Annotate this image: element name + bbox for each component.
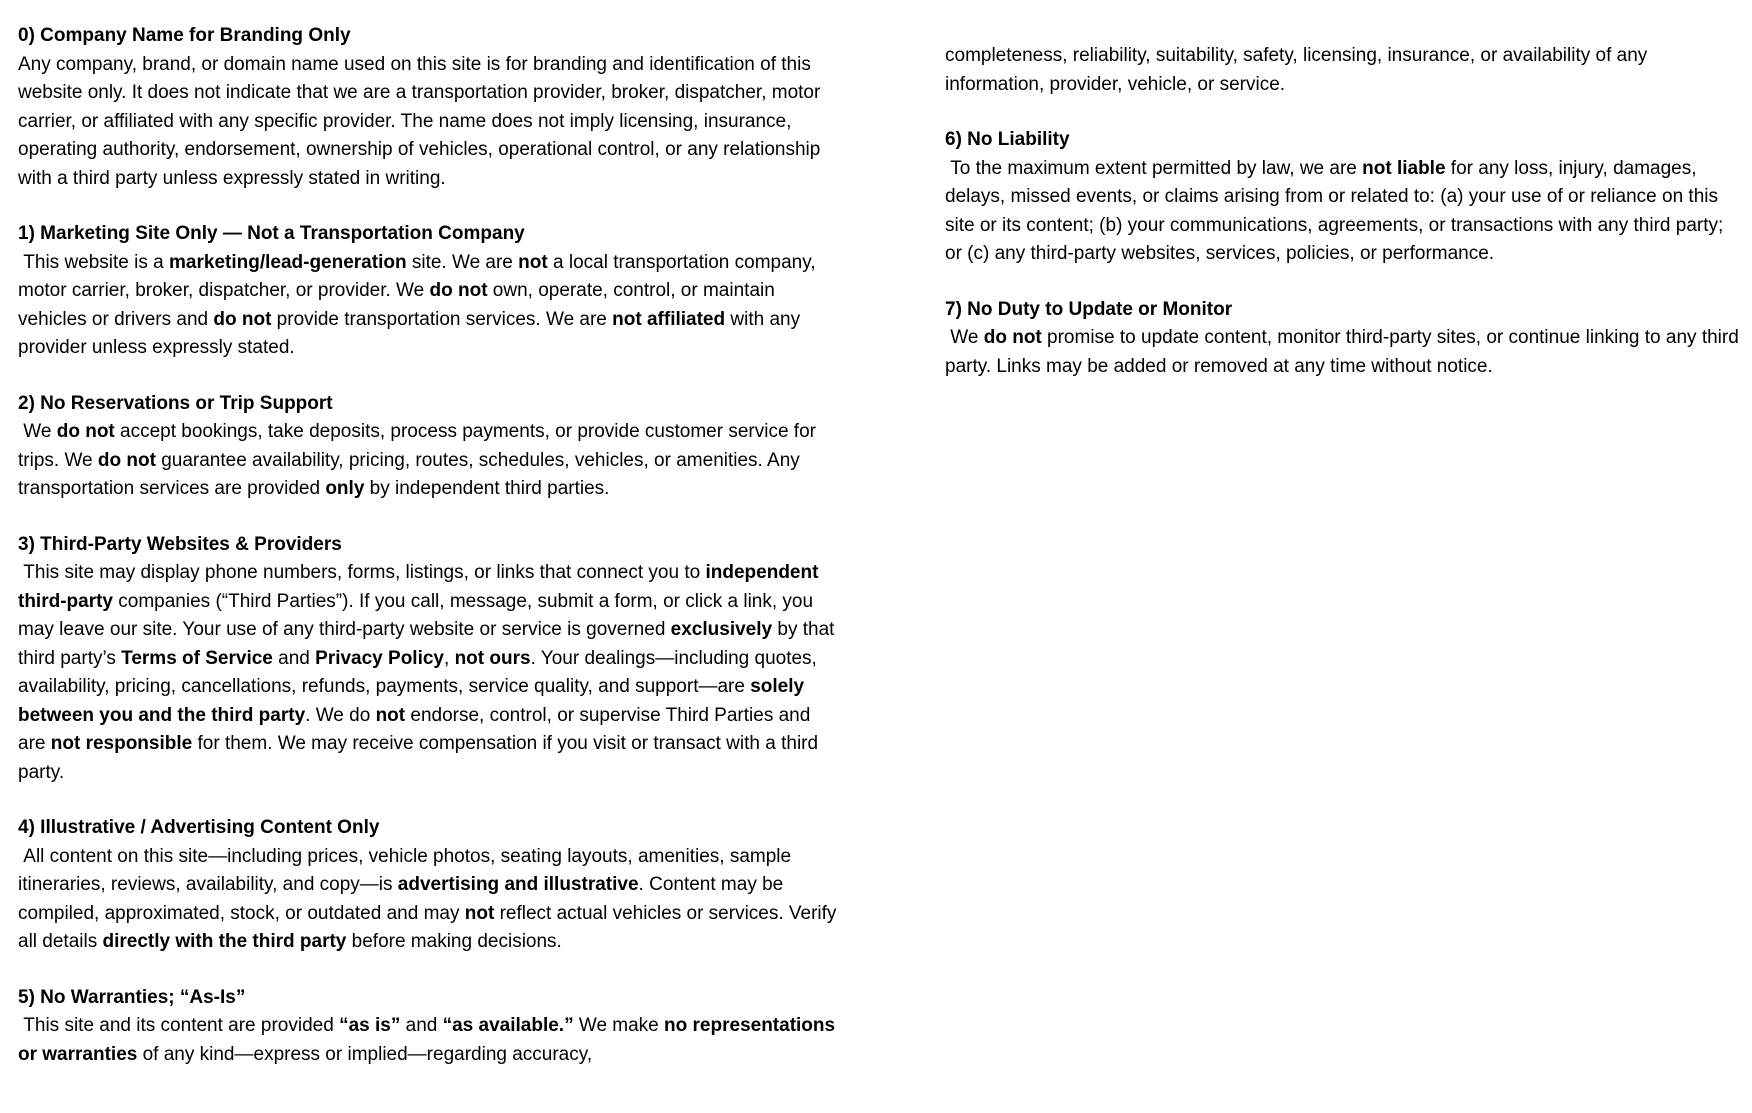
- section-no-warranties-continuation: [945, 42, 1743, 99]
- section-no-duty-to-update: [945, 296, 1743, 382]
- section-no-liability: [945, 126, 1743, 269]
- section-4-heading: 4) Illustrative / Advertising Content Only: [18, 817, 380, 838]
- section-4-paragraph: All content on this site—including prices, vehicle photos, seating layouts, amenities, sample itineraries, reviews, availability, and copy—is advertising and illustrative. Content may be compiled, approximated, stock, or outdated and may not reflect actual vehicles or services. Verify all details directly with the third party before making decisions.: [18, 845, 842, 952]
- section-5-heading: 5) No Warranties; “As-Is”: [18, 986, 246, 1008]
- section-3-heading: 3) Third-Party Websites & Providers: [18, 533, 342, 555]
- section-5-continuation-paragraph: completeness, reliability, suitability, safety, licensing, insurance, or availability of any information, provider, vehicle, or service.: [945, 45, 1653, 95]
- section-2-paragraph: We do not accept bookings, take deposits, process payments, or provide customer service for trips. We do not guarantee availability, pricing, routes, schedules, vehicles, or amenities. Any transportation services are provided only by independent third parties.: [18, 421, 822, 499]
- left-column: [18, 22, 840, 1113]
- section-7-paragraph: We do not promise to update content, monitor third-party sites, or continue linking to any third party. Links may be added or removed at any time without notice.: [945, 327, 1745, 377]
- section-no-warranties: [18, 984, 840, 1070]
- section-2-heading: 2) No Reservations or Trip Support: [18, 392, 333, 414]
- section-1-paragraph: This website is a marketing/lead-generation site. We are not a local transportation company, motor carrier, broker, dispatcher, or provider. We do not own, operate, control, or maintain vehicles or drivers and do not provide transportation services. We are not affiliated with any provider unless expressly stated.: [18, 251, 821, 358]
- section-5-paragraph: This site and its content are provided “as is” and “as available.” We make no representations or warranties of any kind—express or implied—regarding accuracy,: [18, 1015, 841, 1065]
- section-7-heading: 7) No Duty to Update or Monitor: [945, 298, 1233, 320]
- section-6-heading: 6) No Liability: [945, 129, 1070, 150]
- section-0-heading: 0) Company Name for Branding Only: [18, 25, 351, 46]
- section-illustrative-content: [18, 814, 840, 957]
- section-no-reservations: [18, 390, 840, 504]
- section-third-party-websites: [18, 531, 840, 788]
- section-company-name-branding: [18, 22, 840, 193]
- section-marketing-site-only: [18, 220, 840, 363]
- section-3-paragraph: This site may display phone numbers, forms, listings, or links that connect you to independent third-party companies (“Third Parties”). If you call, message, submit a form, or click a link, you may leave our site. Your use of any third-party website or service is governed exclusively by that third party’s Terms of Service and Privacy Policy, not ours. Your dealings—including quotes, availability, pricing, cancellations, refunds, payments, service quality, and support—are solely between you and the third party. We do not endorse, control, or supervise Third Parties and are not responsible for them. We may receive compensation if you visit or transact with a third party.: [18, 562, 840, 783]
- section-6-paragraph: To the maximum extent permitted by law, we are not liable for any loss, injury, damages, delays, missed events, or claims arising from or related to: (a) your use of or reliance on this site or its content; (b) your communications, agreements, or transactions with any third party; or (c) any third-party websites, services, policies, or performance.: [945, 157, 1729, 264]
- right-column: [945, 22, 1743, 1113]
- section-1-heading: 1) Marketing Site Only — Not a Transportation Company: [18, 223, 525, 244]
- section-0-paragraph: Any company, brand, or domain name used on this site is for branding and identification of this website only. It does not indicate that we are a transportation provider, broker, dispatcher, motor carrier, or affiliated with any specific provider. The name does not imply licensing, insurance, operating authority, endorsement, ownership of vehicles, operational control, or any relationship with a third party unless expressly stated in writing.: [18, 53, 826, 189]
